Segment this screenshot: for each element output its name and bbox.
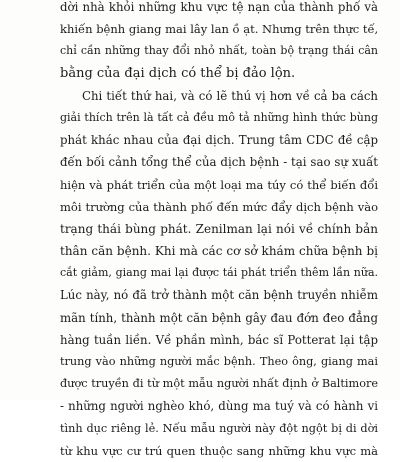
text-line: trung vào những người mắc bệnh. Theo ông, giang mai <box>60 355 378 368</box>
text-line: môi trường của thành phố đến mức đẩy dịch bệnh vào <box>60 199 378 214</box>
text-line: bằng của đại dịch có thể bị đảo lộn. <box>60 65 296 81</box>
text-line: Lúc này, nó đã trở thành một căn bệnh truyền nhiễm <box>60 288 378 303</box>
text-line: trạng thái bùng phát. Zenilman lại nói về chính bản <box>60 221 378 236</box>
paragraph-2 <box>60 85 378 462</box>
text-line: chỉ cần những thay đổi nhỏ nhất, toàn bộ trạng thái cân <box>60 44 378 58</box>
body-text <box>60 0 378 462</box>
text-line: khiến bệnh giang mai lây lan ồ ạt. Nhưng trên thực tế, <box>60 22 379 37</box>
text-line: Chi tiết thứ hai, và có lẽ thú vị hơn về cả ba cách <box>82 88 378 103</box>
text-line: phát khác nhau của đại dịch. Trung tâm CDC đề cập <box>60 133 378 148</box>
text-line: tình dục riêng lẻ. Nếu mẫu người này đột ngột bị di dời <box>60 421 378 435</box>
text-line: dời nhà khỏi những khu vực tệ nạn của thành phố và <box>60 0 378 14</box>
text-line: thân căn bệnh. Khi mà các cơ sở khám chữa bệnh bị <box>60 244 378 259</box>
text-line: hiện và phát triển của một loại ma túy có thể biến đổi <box>60 177 378 192</box>
text-line: hàng tuần liền. Về phần mình, bác sĩ Potterat lại tập <box>60 332 378 347</box>
text-line: - những người nghèo khó, dùng ma tuý và có hành vi <box>60 399 378 414</box>
text-line: được truyền đi từ một mẫu người nhất định ở Baltimore <box>60 377 378 391</box>
paragraph-1 <box>60 0 378 85</box>
text-line: đến bối cảnh tổng thể của dịch bệnh - tại sao sự xuất <box>60 155 378 170</box>
text-line: cắt giảm, giang mai lại được tái phát triển thêm lần nữa. <box>60 266 378 280</box>
text-line: mãn tính, thành một căn bệnh gây đau đớn đeo đẳng <box>60 310 378 325</box>
text-line: từ khu vực cư trú quen thuộc sang những khu vực mà <box>60 443 378 458</box>
text-line: giải thích trên là tất cả đều mô tả những hình thức bùng <box>60 110 378 124</box>
